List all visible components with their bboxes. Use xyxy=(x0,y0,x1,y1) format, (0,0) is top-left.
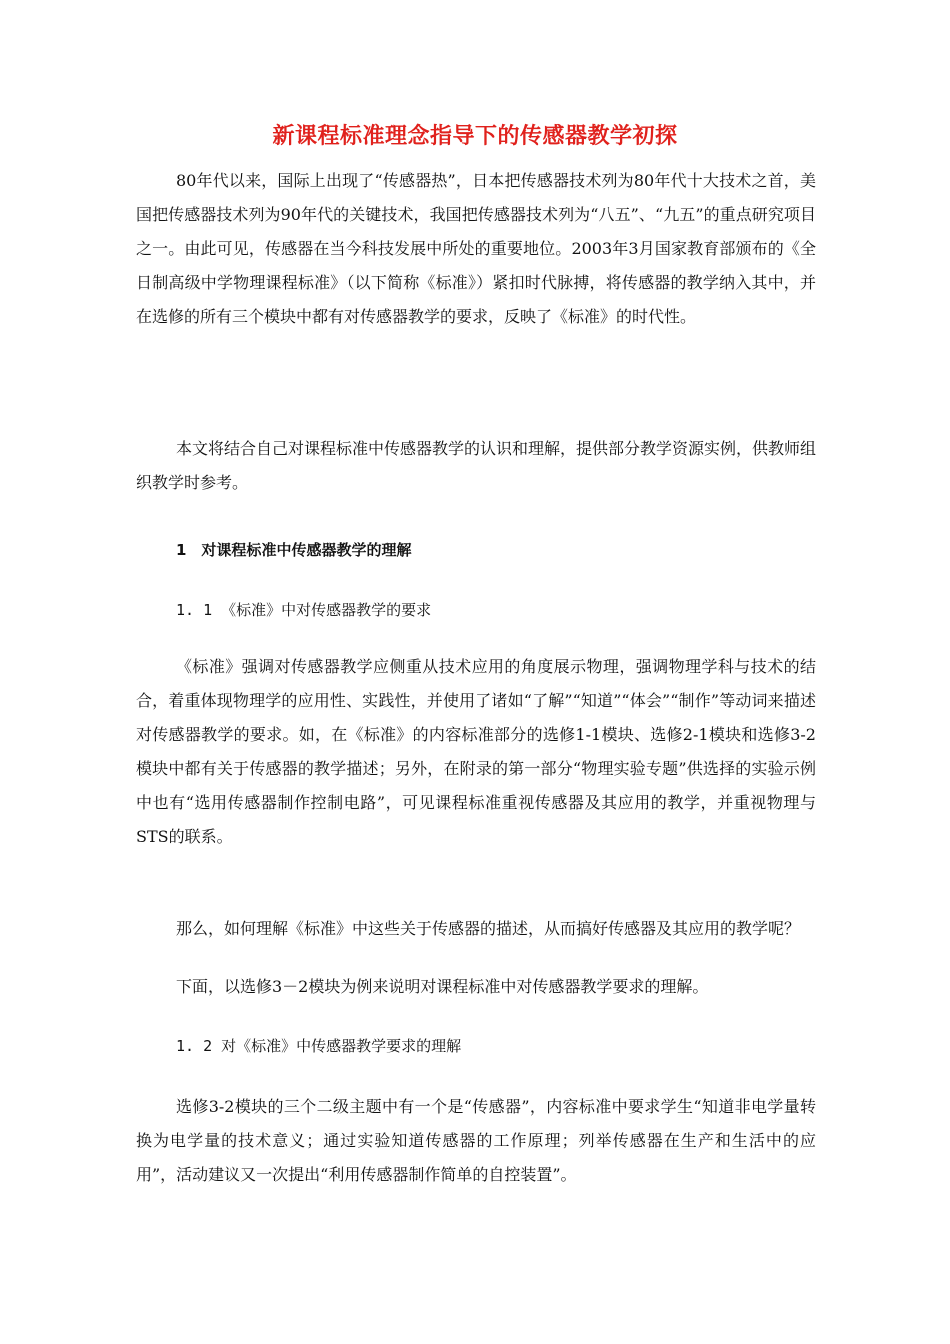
subsection-heading-1-1: 1. 1 《标准》中对传感器教学的要求 xyxy=(176,601,432,619)
document-title: 新课程标准理念指导下的传感器教学初探 xyxy=(272,124,678,149)
paragraph-purpose: 本文将结合自己对课程标准中传感器教学的认识和理解，提供部分教学资源实例，供教师组织教学时参考。 xyxy=(136,439,817,492)
subsection-heading-1-2: 1. 2 对《标准》中传感器教学要求的理解 xyxy=(176,1037,462,1055)
paragraph-question: 那么，如何理解《标准》中这些关于传感器的描述，从而搞好传感器及其应用的教学呢？ xyxy=(176,919,801,938)
paragraph-standard-requirements: 《标准》强调对传感器教学应侧重从技术应用的角度展示物理，强调物理学科与技术的结合，着重体现物理学的应用性、实践性，并使用了诸如“了解”“知道”“体会”“制作”等动词来描述对传感器教学的要求。如，在《标准》的内容标准部分的选修1-1模块、选修2-1模块和选修3-2模块中都有关于传感器的教学描述；另外，在附录的第一部分“物理实验专题”供选择的实验示例中也有“选用传感器制作控制电路”，可见课程标准重视传感器及其应用的教学，并重视物理与STS的联系。 xyxy=(136,657,816,846)
section-heading-1: 1 对课程标准中传感器教学的理解 xyxy=(176,541,412,559)
paragraph-intro: 80年代以来，国际上出现了“传感器热”，日本把传感器技术列为80年代十大技术之首，美国把传感器技术列为90年代的关键技术，我国把传感器技术列为“八五”、“九五”的重点研究项目之一。由此可见，传感器在当今科技发展中所处的重要地位。2003年3月国家教育部颁布的《全日制高级中学物理课程标准》（以下简称《标准》）紧扣时代脉搏，将传感器的教学纳入其中，并在选修的所有三个模块中都有对传感器教学的要求，反映了《标准》的时代性。 xyxy=(136,171,816,326)
paragraph-example-intro: 下面，以选修3－2模块为例来说明对课程标准中对传感器教学要求的理解。 xyxy=(176,977,709,996)
paragraph-module-sensor: 选修3-2模块的三个二级主题中有一个是“传感器”，内容标准中要求学生“知道非电学量转换为电学量的技术意义；通过实验知道传感器的工作原理；列举传感器在生产和生活中的应用”，活动建议又一次提出“利用传感器制作简单的自控装置”。 xyxy=(136,1097,816,1184)
